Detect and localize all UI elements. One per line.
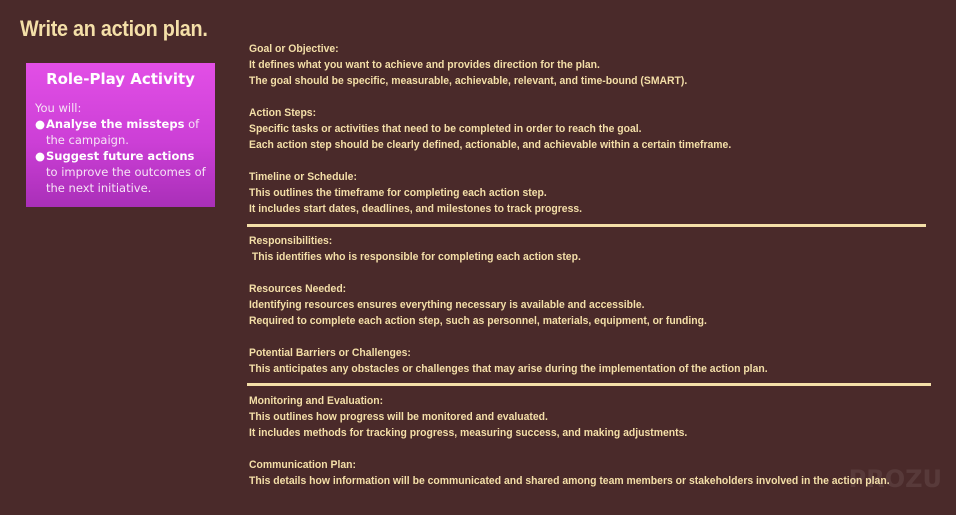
bullet-bold: Analyse the missteps xyxy=(46,117,185,131)
bullet-bold: Suggest future actions xyxy=(46,149,195,163)
section-line: It includes start dates, deadlines, and milestones to track progress. xyxy=(249,203,583,215)
section-heading: Communication Plan: xyxy=(249,459,356,471)
card-intro: You will: xyxy=(35,101,82,115)
section-heading: Resources Needed: xyxy=(249,283,347,295)
section-line: This outlines how progress will be monitored and evaluated. xyxy=(249,411,548,423)
plan-content xyxy=(249,41,937,505)
section-timeline xyxy=(249,169,937,217)
section-line: The goal should be specific, measurable, achievable, relevant, and time-bound (SMART). xyxy=(249,75,688,87)
section-responsibilities xyxy=(249,233,937,265)
section-line: This outlines the timeframe for completing each action step. xyxy=(249,187,547,199)
section-resources xyxy=(249,281,937,329)
bullet-rest: to improve the outcomes of the next initiative. xyxy=(46,165,206,195)
section-heading: Responsibilities: xyxy=(249,235,333,247)
section-goal xyxy=(249,41,937,89)
card-heading: Role-Play Activity xyxy=(46,70,195,88)
card-bullet xyxy=(35,148,209,196)
card-body xyxy=(26,100,215,196)
section-heading: Goal or Objective: xyxy=(249,43,339,55)
section-monitoring xyxy=(249,393,937,441)
divider-line xyxy=(247,383,931,386)
role-play-card xyxy=(26,63,215,207)
section-action-steps xyxy=(249,105,937,153)
divider-line xyxy=(247,224,926,227)
section-line: Identifying resources ensures everything necessary is available and accessible. xyxy=(249,299,645,311)
page-title: Write an action plan. xyxy=(20,16,208,41)
bullet-rest: of the campaign. xyxy=(46,117,200,147)
section-line: It includes methods for tracking progress, measuring success, and making adjustments. xyxy=(249,427,688,439)
bullet-icon: ● xyxy=(35,117,46,131)
section-communication xyxy=(249,457,937,489)
bullet-text xyxy=(46,116,209,148)
section-barriers xyxy=(249,345,937,377)
section-heading: Potential Barriers or Challenges: xyxy=(249,347,411,359)
section-heading: Action Steps: xyxy=(249,107,317,119)
bullet-text xyxy=(46,148,209,196)
section-line: It defines what you want to achieve and provides direction for the plan. xyxy=(249,59,600,71)
card-bullet xyxy=(35,116,209,148)
section-line: Required to complete each action step, such as personnel, materials, equipment, or funding. xyxy=(249,315,707,327)
section-line: Each action step should be clearly defined, actionable, and achievable within a certain timeframe. xyxy=(249,139,732,151)
section-line: This details how information will be communicated and shared among team members or stakeholders involved in the action plan. xyxy=(249,475,890,487)
section-line: Specific tasks or activities that need to be completed in order to reach the goal. xyxy=(249,123,642,135)
watermark-logo: PROZU xyxy=(848,465,942,493)
section-line: This anticipates any obstacles or challenges that may arise during the implementation of the action plan. xyxy=(249,363,768,375)
section-heading: Timeline or Schedule: xyxy=(249,171,357,183)
section-heading: Monitoring and Evaluation: xyxy=(249,395,384,407)
bullet-icon: ● xyxy=(35,149,46,163)
section-line: This identifies who is responsible for completing each action step. xyxy=(249,251,581,263)
